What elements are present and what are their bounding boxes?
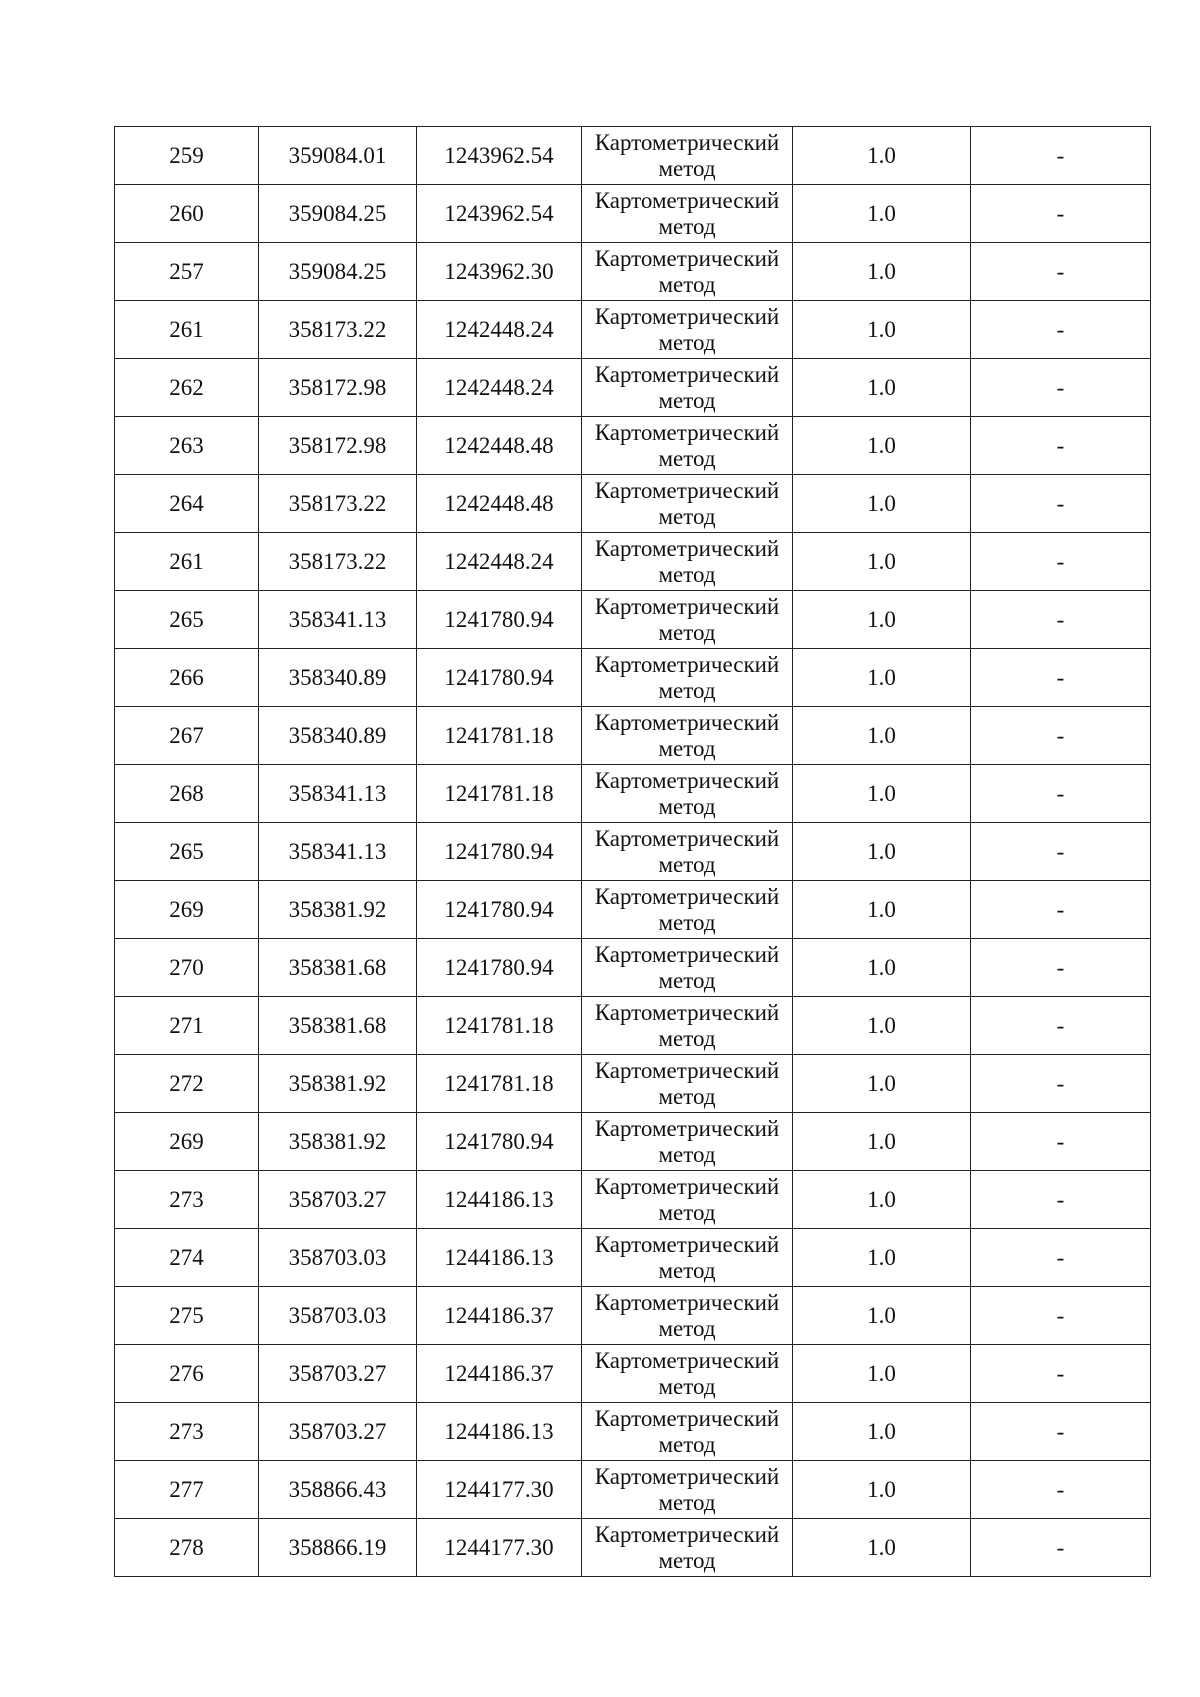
table-row — [115, 475, 1151, 533]
method-line-1: Картометрический — [594, 593, 780, 619]
accuracy-cell: 1.0 — [793, 475, 971, 533]
method-line-2: метод — [658, 851, 716, 877]
method-cell — [582, 765, 793, 823]
point-number-cell: 276 — [115, 1345, 259, 1403]
accuracy-cell: 1.0 — [793, 997, 971, 1055]
point-number-cell: 264 — [115, 475, 259, 533]
table-row — [115, 591, 1151, 649]
method-line-2: метод — [658, 1199, 716, 1225]
table-row — [115, 939, 1151, 997]
method-cell — [582, 1403, 793, 1461]
accuracy-cell: 1.0 — [793, 1055, 971, 1113]
y-coordinate-cell: 1244186.37 — [417, 1287, 582, 1345]
point-number-cell: 268 — [115, 765, 259, 823]
y-coordinate-cell: 1241780.94 — [417, 939, 582, 997]
method-line-1: Картометрический — [594, 419, 780, 445]
y-coordinate-cell: 1241780.94 — [417, 881, 582, 939]
point-number-cell: 269 — [115, 881, 259, 939]
note-cell: - — [971, 1113, 1151, 1171]
table-row — [115, 823, 1151, 881]
method-cell — [582, 881, 793, 939]
note-cell: - — [971, 939, 1151, 997]
y-coordinate-cell: 1244186.13 — [417, 1403, 582, 1461]
method-cell — [582, 591, 793, 649]
note-cell: - — [971, 301, 1151, 359]
note-cell: - — [971, 185, 1151, 243]
method-line-2: метод — [658, 967, 716, 993]
note-cell: - — [971, 1345, 1151, 1403]
method-cell — [582, 243, 793, 301]
accuracy-cell: 1.0 — [793, 649, 971, 707]
table-row — [115, 1113, 1151, 1171]
table-row — [115, 243, 1151, 301]
table-row — [115, 997, 1151, 1055]
y-coordinate-cell: 1241780.94 — [417, 591, 582, 649]
point-number-cell: 262 — [115, 359, 259, 417]
y-coordinate-cell: 1243962.54 — [417, 127, 582, 185]
note-cell: - — [971, 1461, 1151, 1519]
accuracy-cell: 1.0 — [793, 1229, 971, 1287]
note-cell: - — [971, 1229, 1151, 1287]
x-coordinate-cell: 358381.92 — [259, 1055, 417, 1113]
accuracy-cell: 1.0 — [793, 1113, 971, 1171]
x-coordinate-cell: 358703.27 — [259, 1403, 417, 1461]
point-number-cell: 267 — [115, 707, 259, 765]
method-line-2: метод — [658, 909, 716, 935]
y-coordinate-cell: 1244186.13 — [417, 1171, 582, 1229]
point-number-cell: 265 — [115, 591, 259, 649]
method-line-1: Картометрический — [594, 1347, 780, 1373]
method-line-1: Картометрический — [594, 1173, 780, 1199]
method-line-2: метод — [658, 1373, 716, 1399]
point-number-cell: 271 — [115, 997, 259, 1055]
accuracy-cell: 1.0 — [793, 1171, 971, 1229]
method-cell — [582, 1171, 793, 1229]
method-cell — [582, 1113, 793, 1171]
x-coordinate-cell: 358172.98 — [259, 417, 417, 475]
method-line-2: метод — [658, 735, 716, 761]
y-coordinate-cell: 1242448.48 — [417, 475, 582, 533]
method-line-1: Картометрический — [594, 651, 780, 677]
note-cell: - — [971, 1171, 1151, 1229]
method-cell — [582, 1229, 793, 1287]
method-cell — [582, 707, 793, 765]
accuracy-cell: 1.0 — [793, 939, 971, 997]
method-line-2: метод — [658, 271, 716, 297]
x-coordinate-cell: 358340.89 — [259, 649, 417, 707]
coordinates-table — [114, 126, 1151, 1577]
y-coordinate-cell: 1241781.18 — [417, 997, 582, 1055]
x-coordinate-cell: 358173.22 — [259, 475, 417, 533]
table-row — [115, 1229, 1151, 1287]
y-coordinate-cell: 1243962.30 — [417, 243, 582, 301]
y-coordinate-cell: 1243962.54 — [417, 185, 582, 243]
method-cell — [582, 417, 793, 475]
method-line-1: Картометрический — [594, 1289, 780, 1315]
method-line-1: Картометрический — [594, 1231, 780, 1257]
point-number-cell: 261 — [115, 301, 259, 359]
method-cell — [582, 127, 793, 185]
method-line-1: Картометрический — [594, 767, 780, 793]
accuracy-cell: 1.0 — [793, 1403, 971, 1461]
method-line-2: метод — [658, 1083, 716, 1109]
accuracy-cell: 1.0 — [793, 127, 971, 185]
method-line-2: метод — [658, 677, 716, 703]
method-line-1: Картометрический — [594, 535, 780, 561]
method-line-2: метод — [658, 561, 716, 587]
x-coordinate-cell: 358866.43 — [259, 1461, 417, 1519]
point-number-cell: 273 — [115, 1403, 259, 1461]
method-line-2: метод — [658, 445, 716, 471]
method-line-1: Картометрический — [594, 187, 780, 213]
y-coordinate-cell: 1244177.30 — [417, 1519, 582, 1577]
point-number-cell: 259 — [115, 127, 259, 185]
method-cell — [582, 649, 793, 707]
method-line-2: метод — [658, 387, 716, 413]
table-row — [115, 1345, 1151, 1403]
x-coordinate-cell: 358341.13 — [259, 591, 417, 649]
method-line-1: Картометрический — [594, 477, 780, 503]
y-coordinate-cell: 1241780.94 — [417, 649, 582, 707]
note-cell: - — [971, 533, 1151, 591]
x-coordinate-cell: 358703.27 — [259, 1345, 417, 1403]
method-line-1: Картометрический — [594, 361, 780, 387]
y-coordinate-cell: 1241780.94 — [417, 1113, 582, 1171]
table-row — [115, 1461, 1151, 1519]
method-line-1: Картометрический — [594, 941, 780, 967]
method-cell — [582, 823, 793, 881]
note-cell: - — [971, 707, 1151, 765]
y-coordinate-cell: 1242448.24 — [417, 533, 582, 591]
method-cell — [582, 1345, 793, 1403]
note-cell: - — [971, 1287, 1151, 1345]
table-row — [115, 417, 1151, 475]
method-line-1: Картометрический — [594, 825, 780, 851]
point-number-cell: 274 — [115, 1229, 259, 1287]
accuracy-cell: 1.0 — [793, 1519, 971, 1577]
table-row — [115, 301, 1151, 359]
coordinates-table-body — [115, 127, 1151, 1577]
note-cell: - — [971, 243, 1151, 301]
x-coordinate-cell: 358381.68 — [259, 997, 417, 1055]
table-row — [115, 359, 1151, 417]
method-line-2: метод — [658, 503, 716, 529]
x-coordinate-cell: 358703.27 — [259, 1171, 417, 1229]
method-line-2: метод — [658, 1547, 716, 1573]
accuracy-cell: 1.0 — [793, 185, 971, 243]
y-coordinate-cell: 1241781.18 — [417, 1055, 582, 1113]
method-cell — [582, 1519, 793, 1577]
y-coordinate-cell: 1242448.24 — [417, 301, 582, 359]
x-coordinate-cell: 358340.89 — [259, 707, 417, 765]
note-cell: - — [971, 1055, 1151, 1113]
note-cell: - — [971, 475, 1151, 533]
method-cell — [582, 997, 793, 1055]
method-cell — [582, 939, 793, 997]
accuracy-cell: 1.0 — [793, 243, 971, 301]
note-cell: - — [971, 591, 1151, 649]
point-number-cell: 273 — [115, 1171, 259, 1229]
method-line-1: Картометрический — [594, 303, 780, 329]
method-line-2: метод — [658, 1489, 716, 1515]
x-coordinate-cell: 358703.03 — [259, 1229, 417, 1287]
method-line-2: метод — [658, 1025, 716, 1051]
x-coordinate-cell: 359084.25 — [259, 243, 417, 301]
method-line-2: метод — [658, 155, 716, 181]
note-cell: - — [971, 1519, 1151, 1577]
x-coordinate-cell: 358341.13 — [259, 823, 417, 881]
x-coordinate-cell: 358381.92 — [259, 1113, 417, 1171]
accuracy-cell: 1.0 — [793, 1461, 971, 1519]
point-number-cell: 265 — [115, 823, 259, 881]
point-number-cell: 263 — [115, 417, 259, 475]
x-coordinate-cell: 358173.22 — [259, 533, 417, 591]
accuracy-cell: 1.0 — [793, 417, 971, 475]
x-coordinate-cell: 358172.98 — [259, 359, 417, 417]
method-line-1: Картометрический — [594, 1521, 780, 1547]
note-cell: - — [971, 823, 1151, 881]
method-cell — [582, 533, 793, 591]
point-number-cell: 257 — [115, 243, 259, 301]
accuracy-cell: 1.0 — [793, 765, 971, 823]
note-cell: - — [971, 1403, 1151, 1461]
note-cell: - — [971, 997, 1151, 1055]
note-cell: - — [971, 359, 1151, 417]
table-row — [115, 765, 1151, 823]
note-cell: - — [971, 417, 1151, 475]
x-coordinate-cell: 359084.01 — [259, 127, 417, 185]
method-line-1: Картометрический — [594, 245, 780, 271]
method-cell — [582, 359, 793, 417]
point-number-cell: 275 — [115, 1287, 259, 1345]
method-line-2: метод — [658, 1431, 716, 1457]
point-number-cell: 266 — [115, 649, 259, 707]
method-line-1: Картометрический — [594, 709, 780, 735]
table-row — [115, 533, 1151, 591]
y-coordinate-cell: 1242448.24 — [417, 359, 582, 417]
method-cell — [582, 1055, 793, 1113]
table-row — [115, 1055, 1151, 1113]
table-row — [115, 185, 1151, 243]
point-number-cell: 260 — [115, 185, 259, 243]
x-coordinate-cell: 358173.22 — [259, 301, 417, 359]
accuracy-cell: 1.0 — [793, 823, 971, 881]
method-line-2: метод — [658, 329, 716, 355]
note-cell: - — [971, 765, 1151, 823]
accuracy-cell: 1.0 — [793, 359, 971, 417]
table-row — [115, 707, 1151, 765]
method-line-1: Картометрический — [594, 999, 780, 1025]
accuracy-cell: 1.0 — [793, 1345, 971, 1403]
method-line-1: Картометрический — [594, 883, 780, 909]
method-cell — [582, 1287, 793, 1345]
point-number-cell: 269 — [115, 1113, 259, 1171]
table-row — [115, 1403, 1151, 1461]
method-line-2: метод — [658, 619, 716, 645]
y-coordinate-cell: 1242448.48 — [417, 417, 582, 475]
accuracy-cell: 1.0 — [793, 881, 971, 939]
x-coordinate-cell: 358381.68 — [259, 939, 417, 997]
y-coordinate-cell: 1244186.37 — [417, 1345, 582, 1403]
method-line-2: метод — [658, 1141, 716, 1167]
accuracy-cell: 1.0 — [793, 301, 971, 359]
y-coordinate-cell: 1244177.30 — [417, 1461, 582, 1519]
method-cell — [582, 475, 793, 533]
method-line-1: Картометрический — [594, 129, 780, 155]
table-row — [115, 1287, 1151, 1345]
x-coordinate-cell: 358341.13 — [259, 765, 417, 823]
method-line-2: метод — [658, 1315, 716, 1341]
note-cell: - — [971, 127, 1151, 185]
note-cell: - — [971, 649, 1151, 707]
method-line-2: метод — [658, 793, 716, 819]
method-line-1: Картометрический — [594, 1057, 780, 1083]
point-number-cell: 278 — [115, 1519, 259, 1577]
y-coordinate-cell: 1244186.13 — [417, 1229, 582, 1287]
method-line-1: Картометрический — [594, 1405, 780, 1431]
note-cell: - — [971, 881, 1151, 939]
point-number-cell: 261 — [115, 533, 259, 591]
x-coordinate-cell: 358703.03 — [259, 1287, 417, 1345]
x-coordinate-cell: 358381.92 — [259, 881, 417, 939]
accuracy-cell: 1.0 — [793, 591, 971, 649]
table-row — [115, 127, 1151, 185]
method-cell — [582, 185, 793, 243]
method-cell — [582, 1461, 793, 1519]
table-row — [115, 1519, 1151, 1577]
method-cell — [582, 301, 793, 359]
y-coordinate-cell: 1241780.94 — [417, 823, 582, 881]
x-coordinate-cell: 358866.19 — [259, 1519, 417, 1577]
y-coordinate-cell: 1241781.18 — [417, 707, 582, 765]
accuracy-cell: 1.0 — [793, 1287, 971, 1345]
method-line-2: метод — [658, 1257, 716, 1283]
y-coordinate-cell: 1241781.18 — [417, 765, 582, 823]
accuracy-cell: 1.0 — [793, 533, 971, 591]
method-line-1: Картометрический — [594, 1463, 780, 1489]
point-number-cell: 277 — [115, 1461, 259, 1519]
point-number-cell: 270 — [115, 939, 259, 997]
method-line-2: метод — [658, 213, 716, 239]
accuracy-cell: 1.0 — [793, 707, 971, 765]
x-coordinate-cell: 359084.25 — [259, 185, 417, 243]
point-number-cell: 272 — [115, 1055, 259, 1113]
method-line-1: Картометрический — [594, 1115, 780, 1141]
table-row — [115, 1171, 1151, 1229]
table-row — [115, 881, 1151, 939]
table-row — [115, 649, 1151, 707]
